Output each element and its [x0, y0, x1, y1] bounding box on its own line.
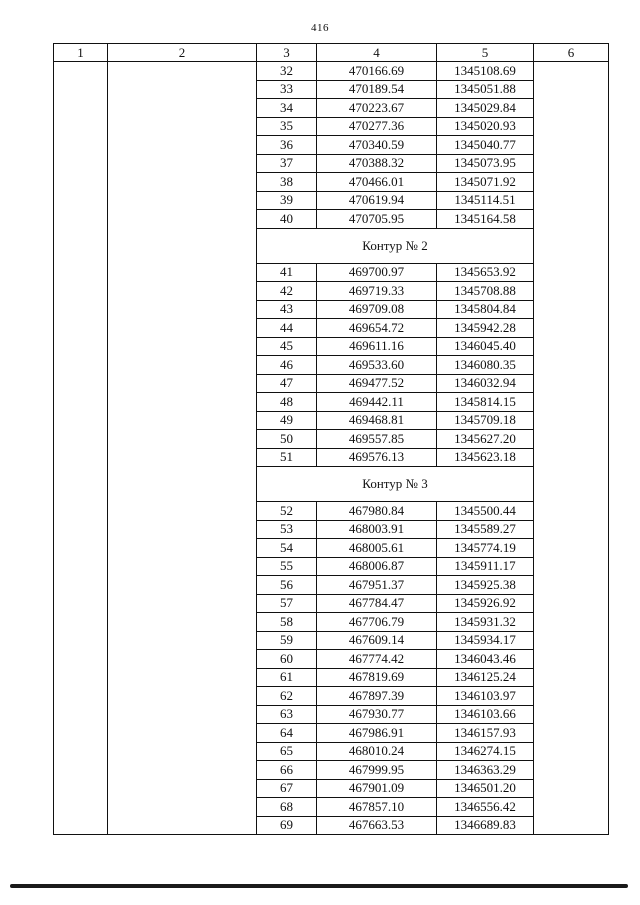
coord-y: 1346043.46	[437, 650, 534, 669]
coord-x: 467999.95	[317, 761, 437, 780]
coord-x: 470705.95	[317, 210, 437, 229]
point-number: 36	[257, 136, 317, 155]
coord-x: 470189.54	[317, 80, 437, 99]
point-number: 54	[257, 539, 317, 558]
coord-y: 1345774.19	[437, 539, 534, 558]
point-number: 69	[257, 816, 317, 835]
coord-x: 470340.59	[317, 136, 437, 155]
point-number: 64	[257, 724, 317, 743]
coord-y: 1345020.93	[437, 117, 534, 136]
point-number: 63	[257, 705, 317, 724]
coord-y: 1346103.97	[437, 687, 534, 706]
coord-y: 1345073.95	[437, 154, 534, 173]
point-number: 62	[257, 687, 317, 706]
point-number: 57	[257, 594, 317, 613]
point-number: 58	[257, 613, 317, 632]
coord-y: 1345814.15	[437, 393, 534, 412]
point-number: 39	[257, 191, 317, 210]
coord-x: 470166.69	[317, 62, 437, 81]
coord-x: 467901.09	[317, 779, 437, 798]
header-row	[54, 44, 609, 62]
point-number: 49	[257, 411, 317, 430]
point-number: 55	[257, 557, 317, 576]
header-col-5: 5	[437, 44, 534, 62]
point-number: 50	[257, 430, 317, 449]
point-number: 61	[257, 668, 317, 687]
point-number: 34	[257, 99, 317, 118]
header-col-1: 1	[54, 44, 108, 62]
coord-x: 469700.97	[317, 263, 437, 282]
coord-y: 1345051.88	[437, 80, 534, 99]
point-number: 46	[257, 356, 317, 375]
point-number: 53	[257, 520, 317, 539]
coord-y: 1345925.38	[437, 576, 534, 595]
coord-x: 468003.91	[317, 520, 437, 539]
coord-x: 467609.14	[317, 631, 437, 650]
coord-x: 468006.87	[317, 557, 437, 576]
point-number: 68	[257, 798, 317, 817]
point-number: 45	[257, 337, 317, 356]
bottom-rule	[10, 884, 628, 888]
header-col-6: 6	[534, 44, 609, 62]
coord-y: 1345623.18	[437, 448, 534, 467]
point-number: 41	[257, 263, 317, 282]
coord-y: 1345926.92	[437, 594, 534, 613]
coord-y: 1345942.28	[437, 319, 534, 338]
coord-x: 469611.16	[317, 337, 437, 356]
coord-y: 1346125.24	[437, 668, 534, 687]
coord-x: 470619.94	[317, 191, 437, 210]
coord-x: 467897.39	[317, 687, 437, 706]
header-col-4: 4	[317, 44, 437, 62]
coord-y: 1345627.20	[437, 430, 534, 449]
coord-x: 469468.81	[317, 411, 437, 430]
point-number: 40	[257, 210, 317, 229]
point-number: 66	[257, 761, 317, 780]
coord-y: 1345911.17	[437, 557, 534, 576]
coord-y: 1345589.27	[437, 520, 534, 539]
point-number: 35	[257, 117, 317, 136]
point-number: 60	[257, 650, 317, 669]
coord-x: 467819.69	[317, 668, 437, 687]
coord-y: 1346556.42	[437, 798, 534, 817]
header-col-2: 2	[108, 44, 257, 62]
coord-x: 469533.60	[317, 356, 437, 375]
coordinates-table	[53, 43, 609, 835]
coord-y: 1345934.17	[437, 631, 534, 650]
coord-y: 1345804.84	[437, 300, 534, 319]
coord-y: 1345040.77	[437, 136, 534, 155]
table-body	[54, 44, 609, 835]
point-number: 43	[257, 300, 317, 319]
coord-x: 469719.33	[317, 282, 437, 301]
col-2-cell	[108, 62, 257, 835]
point-number: 33	[257, 80, 317, 99]
point-number: 48	[257, 393, 317, 412]
table-row	[54, 62, 609, 81]
point-number: 38	[257, 173, 317, 192]
col-6-cell	[534, 62, 609, 835]
coord-x: 468010.24	[317, 742, 437, 761]
coord-x: 469576.13	[317, 448, 437, 467]
coord-x: 469557.85	[317, 430, 437, 449]
contour-label: Контур № 3	[257, 467, 534, 502]
coord-x: 469654.72	[317, 319, 437, 338]
coord-x: 469442.11	[317, 393, 437, 412]
point-number: 47	[257, 374, 317, 393]
coord-x: 467774.42	[317, 650, 437, 669]
coord-y: 1346080.35	[437, 356, 534, 375]
coord-y: 1345708.88	[437, 282, 534, 301]
contour-label: Контур № 2	[257, 228, 534, 263]
coord-y: 1346103.66	[437, 705, 534, 724]
coord-x: 470388.32	[317, 154, 437, 173]
coord-x: 468005.61	[317, 539, 437, 558]
coord-x: 469477.52	[317, 374, 437, 393]
coord-x: 469709.08	[317, 300, 437, 319]
point-number: 56	[257, 576, 317, 595]
coord-y: 1345164.58	[437, 210, 534, 229]
coord-x: 467663.53	[317, 816, 437, 835]
coord-x: 470223.67	[317, 99, 437, 118]
coord-y: 1345114.51	[437, 191, 534, 210]
coord-y: 1346689.83	[437, 816, 534, 835]
coord-y: 1346157.93	[437, 724, 534, 743]
coord-x: 470277.36	[317, 117, 437, 136]
coord-x: 467706.79	[317, 613, 437, 632]
coord-y: 1346363.29	[437, 761, 534, 780]
coord-x: 467857.10	[317, 798, 437, 817]
coord-x: 467784.47	[317, 594, 437, 613]
coord-y: 1346045.40	[437, 337, 534, 356]
point-number: 51	[257, 448, 317, 467]
point-number: 42	[257, 282, 317, 301]
point-number: 52	[257, 502, 317, 521]
coord-y: 1346274.15	[437, 742, 534, 761]
coord-y: 1345709.18	[437, 411, 534, 430]
coord-x: 467986.91	[317, 724, 437, 743]
point-number: 67	[257, 779, 317, 798]
page-number: 416	[311, 22, 329, 34]
coord-y: 1345931.32	[437, 613, 534, 632]
coord-x: 470466.01	[317, 173, 437, 192]
coord-y: 1346501.20	[437, 779, 534, 798]
coord-x: 467980.84	[317, 502, 437, 521]
col-1-cell	[54, 62, 108, 835]
coord-y: 1345500.44	[437, 502, 534, 521]
point-number: 65	[257, 742, 317, 761]
point-number: 44	[257, 319, 317, 338]
point-number: 37	[257, 154, 317, 173]
coord-x: 467951.37	[317, 576, 437, 595]
coord-y: 1346032.94	[437, 374, 534, 393]
coord-y: 1345071.92	[437, 173, 534, 192]
coord-y: 1345029.84	[437, 99, 534, 118]
coord-y: 1345108.69	[437, 62, 534, 81]
coord-y: 1345653.92	[437, 263, 534, 282]
point-number: 32	[257, 62, 317, 81]
point-number: 59	[257, 631, 317, 650]
coord-x: 467930.77	[317, 705, 437, 724]
header-col-3: 3	[257, 44, 317, 62]
